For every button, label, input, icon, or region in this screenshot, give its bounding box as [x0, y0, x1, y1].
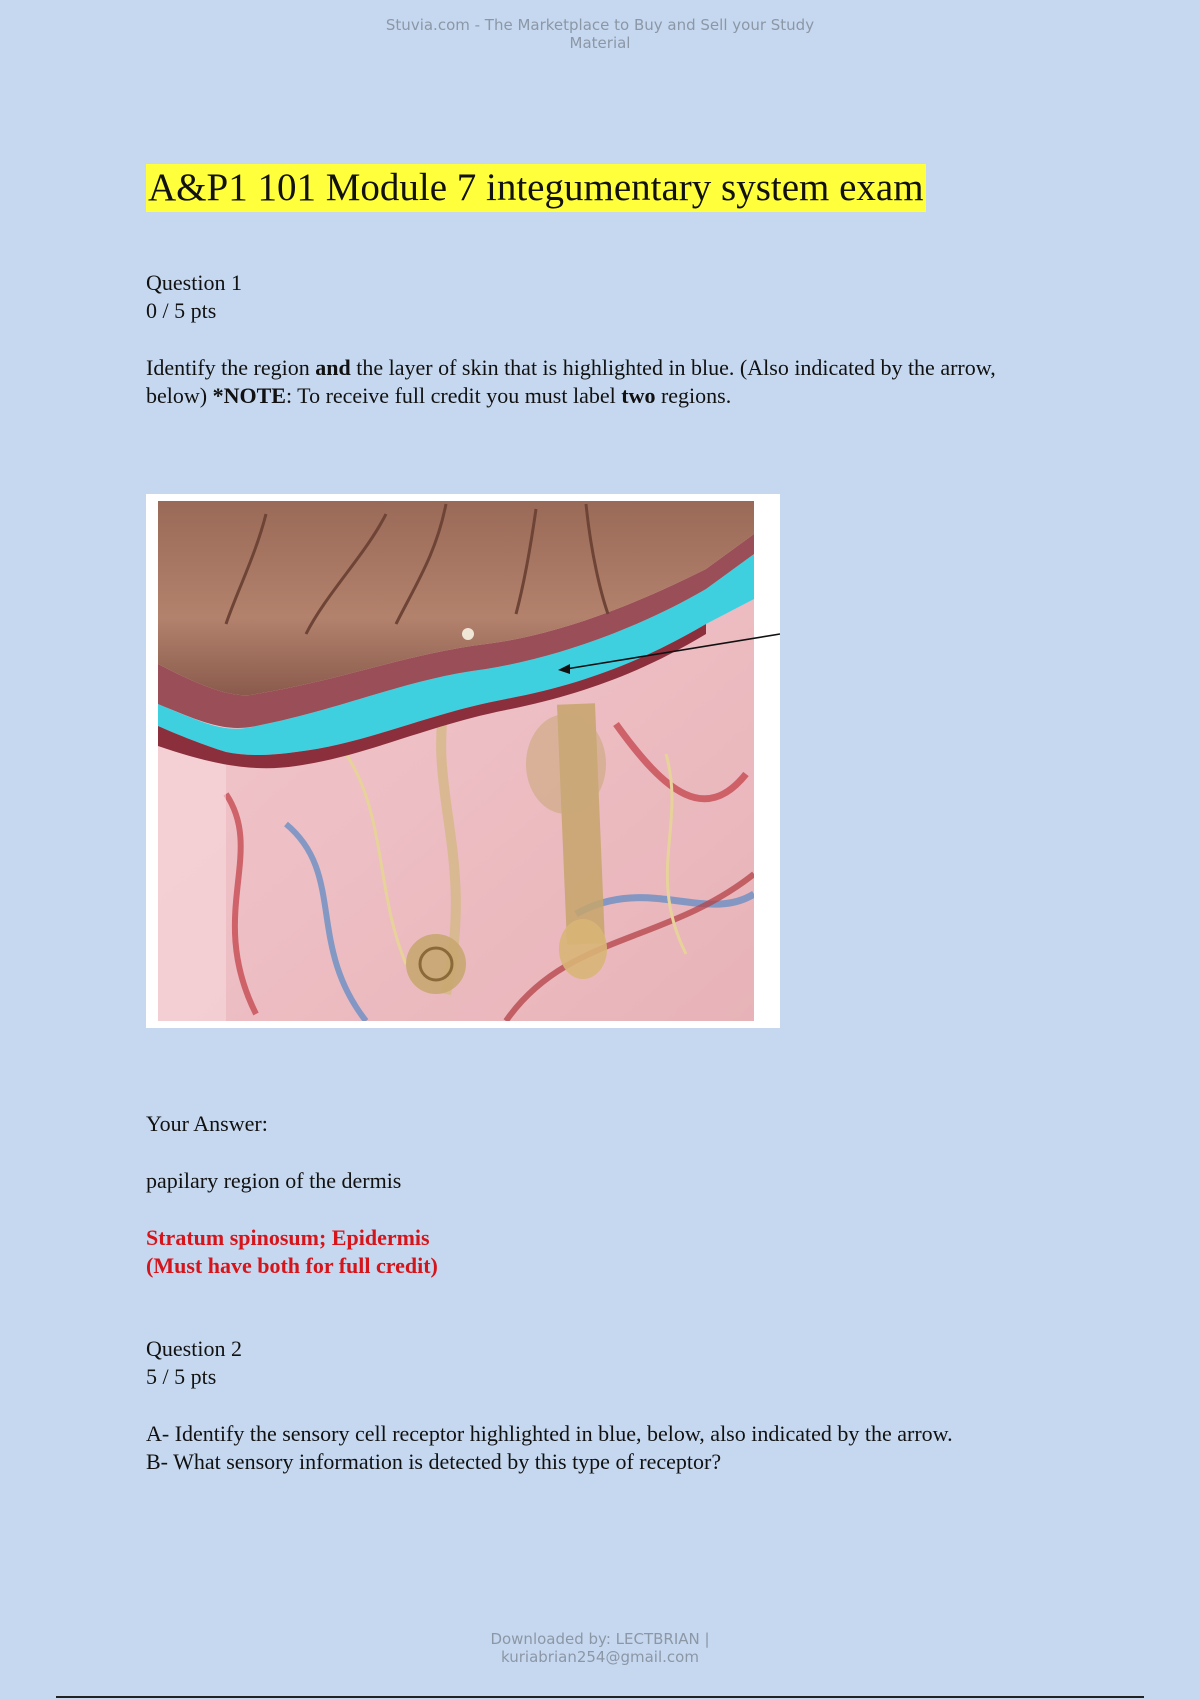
question2-line-b: B- What sensory information is detected by this type of receptor? — [146, 1449, 722, 1474]
footer-watermark-line2: kuriabrian254@gmail.com — [501, 1648, 699, 1666]
question2-label: Question 2 — [146, 1336, 242, 1361]
q1-text-bold1: and — [315, 355, 351, 380]
skin-cross-section-figure — [146, 494, 780, 1028]
question1-text — [146, 354, 1086, 410]
question1-header — [146, 269, 1086, 325]
header-watermark-line1: Stuvia.com - The Marketplace to Buy and Sell your Study — [385, 16, 815, 34]
page-bottom-rule — [56, 1696, 1144, 1698]
q1-text-part4: : To receive full credit you must label — [285, 383, 622, 408]
footer-watermark — [0, 1630, 1200, 1666]
header-watermark-line2: Material — [569, 34, 631, 52]
question1-label: Question 1 — [146, 270, 242, 295]
question2-header — [146, 1335, 1086, 1391]
answer-value: papilary region of the dermis — [146, 1168, 402, 1193]
header-watermark — [0, 16, 1200, 52]
q1-text-bold2: *NOTE — [212, 383, 286, 408]
document-title-wrap — [146, 164, 926, 212]
q1-text-bold3: two — [621, 383, 656, 408]
correct-answer-line1: Stratum spinosum; Epidermis — [146, 1225, 430, 1250]
q1-text-part2: the layer of skin that is highlighted in blue. (Also indicated by the arrow, — [350, 355, 996, 380]
correct-answer-line2: (Must have both for full credit) — [146, 1253, 438, 1278]
answer-label: Your Answer: — [146, 1111, 268, 1136]
question2-line-a: A- Identify the sensory cell receptor highlighted in blue, below, also indicated by the arrow. — [146, 1421, 953, 1446]
document-title: A&P1 101 Module 7 integumentary system exam — [146, 164, 926, 212]
footer-watermark-line1: Downloaded by: LECTBRIAN | — [490, 1630, 710, 1648]
question2-text — [146, 1420, 1086, 1476]
q1-text-part5: regions. — [655, 383, 732, 408]
correct-answer — [146, 1224, 1086, 1280]
question2-score: 5 / 5 pts — [146, 1364, 217, 1389]
q1-text-part3: below) — [146, 383, 213, 408]
skin-illustration-icon — [146, 494, 780, 1028]
question1-score: 0 / 5 pts — [146, 298, 217, 323]
q1-text-part1: Identify the region — [146, 355, 316, 380]
